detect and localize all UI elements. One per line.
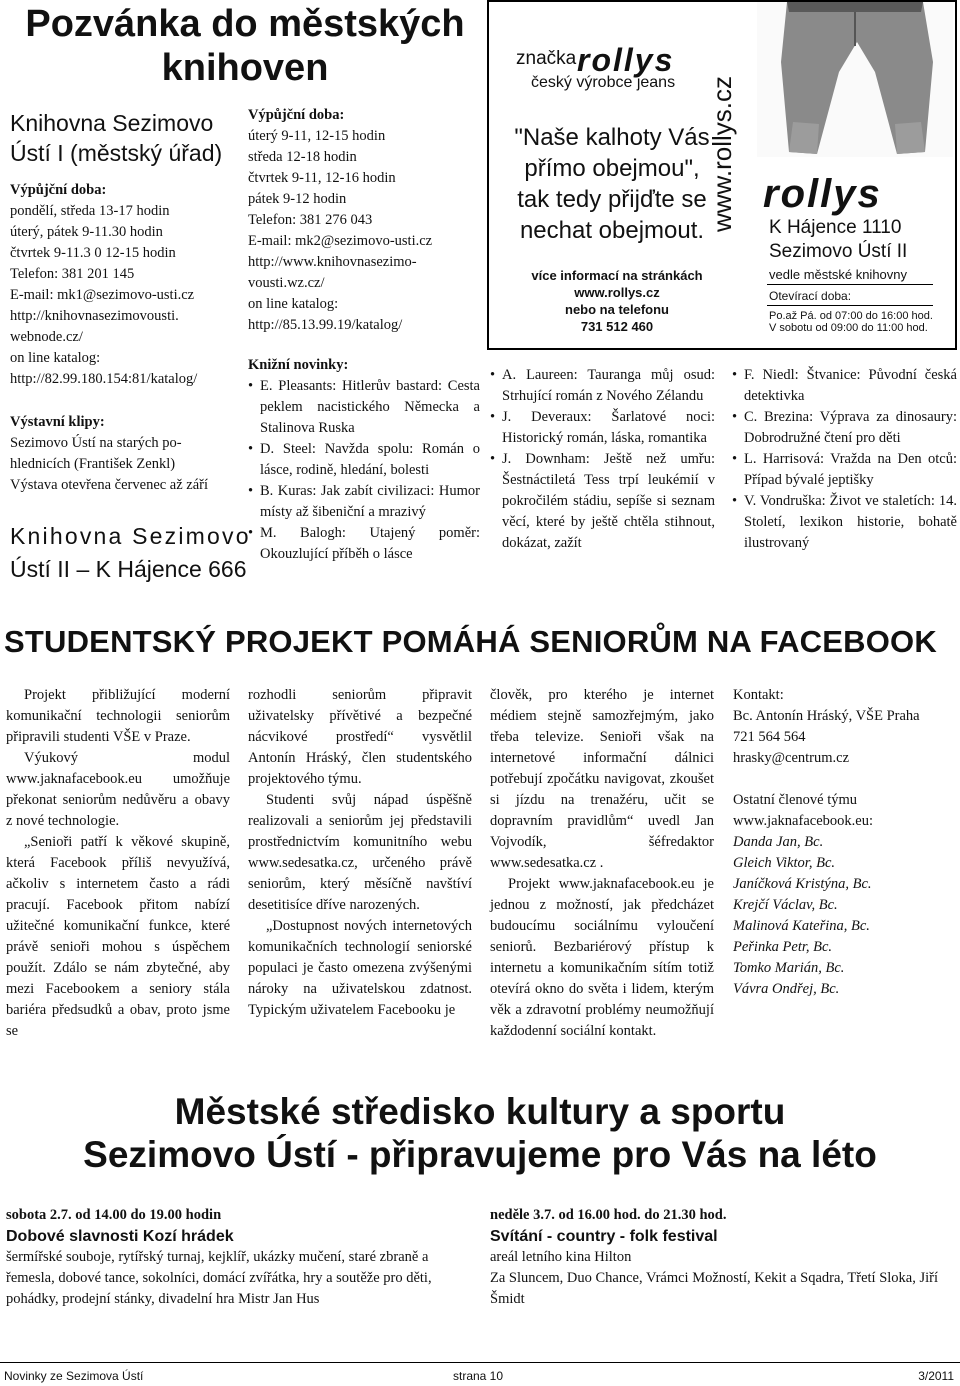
rollys-logo: rollys xyxy=(763,172,882,216)
library2-web-link[interactable]: vousti.wz.cz/ xyxy=(248,275,325,291)
article-contact xyxy=(733,685,957,1000)
book-item: • A. Laureen: Tauranga můj osud: Strhující román z Nového Zélandu xyxy=(490,365,715,407)
book-item: • J. Downham: Ještě než umřu: Šestnáctiletá Tess trpí leukémií v pokročilém stádiu, sepíše si seznam věcí, které by ještě chtěla stihnout, dokázat, zažít xyxy=(490,449,715,554)
advertisement xyxy=(487,0,957,350)
member-name: Danda Jan, Bc. xyxy=(733,834,824,850)
exhibit-label: Výstavní klipy: xyxy=(10,414,105,430)
event-description: šermířské souboje, rytířský turnaj, kejklíř, ukázky mučení, staré zbraně a řemesla, dobové tance, sokolníci, domácí zvířátka, hry a soutěže pro děti, pohádky, prodejní stánky, divadelní hra Mistr Jan Hus xyxy=(6,1249,432,1307)
section3-title-line2: Sezimovo Ústí - připravujeme pro Vás na léto xyxy=(83,1134,877,1175)
event-date: sobota 2.7. od 14.00 do 19.00 hodin xyxy=(6,1207,222,1223)
library1-name-line2: Ústí I (městský úřad) xyxy=(10,140,223,166)
member-name: Vávra Ondřej, Bc. xyxy=(733,981,840,997)
section2-title: STUDENTSKÝ PROJEKT POMÁHÁ SENIORŮM NA FACEBOOK xyxy=(4,624,937,659)
library2-name xyxy=(10,520,251,586)
ad-slogan-line: přímo obejmou", xyxy=(524,155,700,182)
section3-title-line1: Městské středisko kultury a sportu xyxy=(174,1091,786,1132)
book-item: • C. Brezina: Výprava za dinosaury: Dobrodružné čtení pro děti xyxy=(732,407,957,449)
article-paragraph: Výukový modul www.jaknafacebook.eu umožňuje překonat seniorům nedůvěru a obavy z nové technologie. xyxy=(6,750,230,829)
book-item: • E. Pleasants: Hitlerův bastard: Cesta peklem nacistického Německa a Stalinova Ruska xyxy=(248,376,480,439)
library2-email[interactable]: E-mail: mk2@sezimovo-usti.cz xyxy=(248,233,433,249)
footer-issue: 3/2011 xyxy=(918,1369,954,1383)
footer-page-number: strana 10 xyxy=(453,1369,504,1383)
ad-brand-desc: český výrobce jeans xyxy=(531,74,676,91)
exhibit-text: Výstava otevřena červenec až září xyxy=(10,477,209,493)
event-summer-2 xyxy=(490,1205,958,1310)
footer-publication: Novinky ze Sezimova Ústí xyxy=(4,1369,144,1383)
member-name: Peřinka Petr, Bc. xyxy=(733,939,833,955)
event-date: neděle 3.7. od 16.00 hod. do 21.30 hod. xyxy=(490,1207,727,1223)
exhibit-text: Sezimovo Ústí na starých po- xyxy=(10,435,182,451)
page-title-line2: knihoven xyxy=(161,47,329,89)
event-title: Dobové slavnosti Kozí hrádek xyxy=(6,1228,234,1245)
library1-name-line1: Knihovna Sezimovo xyxy=(10,110,214,136)
library1-email[interactable]: E-mail: mk1@sezimovo-usti.cz xyxy=(10,287,195,303)
book-item: • V. Vondruška: Život ve staletích: 14. Století, lexikon historie, bohatě ilustrovaný xyxy=(732,491,957,554)
member-name: Gleich Viktor, Bc. xyxy=(733,855,836,871)
ad-slogan-line: tak tedy přijďte se xyxy=(517,186,707,213)
article-paragraph: „Senioři patří k věkové skupině, která Facebook příliš nevyužívá, ačkoliv s internetem často a rádi pracují. Facebook přitom nabízí užitečné komunikační funkce, které právě senioři mohou s úspěchem použít. Zdálo se nám zbytečné, aby mezi Facebookem a seniory stála bariéra předsudků a obav, proto jsme se xyxy=(6,834,230,1039)
exhibit-text: hlednicích (František Zenkl) xyxy=(10,456,176,472)
library1-line: čtvrtek 9-11.3 0 12-15 hodin xyxy=(10,245,176,261)
event-title: Svítání - country - folk festival xyxy=(490,1228,718,1245)
event-summer-1 xyxy=(6,1205,476,1310)
exhibit-block xyxy=(10,412,232,496)
book-item: • B. Kuras: Jak zabít civilizaci: Humor místy až šibeniční a mrazivý xyxy=(248,481,480,523)
new-books-col1 xyxy=(248,355,480,565)
members-label: Ostatní členové týmu xyxy=(733,792,858,808)
library2-line: on line katalog: xyxy=(248,296,339,312)
ad-web-link[interactable]: www.rollys.cz xyxy=(574,285,660,300)
ad-address-line: Sezimovo Ústí II xyxy=(769,241,908,262)
library1-hours xyxy=(10,180,232,390)
page-footer xyxy=(0,1362,960,1386)
library1-phone: Telefon: 381 201 145 xyxy=(10,266,135,282)
article-paragraph: rozhodli seniorům připravit uživatelsky přívětivé a bezpečné nácvikové prostředí“ vysvětlil Antonín Hráský, člen studentského projektového týmu. xyxy=(248,687,472,787)
divider xyxy=(767,305,933,306)
contact-label: Kontakt: xyxy=(733,687,784,703)
library2-name-line1: Knihovna Sezimovo xyxy=(10,523,251,549)
book-item: • D. Steel: Navžda spolu: Román o lásce, rodině, hledání, bolesti xyxy=(248,439,480,481)
ad-slogan-line: "Naše kalhoty Vás xyxy=(514,124,710,151)
member-name: Krejčí Václav, Bc. xyxy=(733,897,838,913)
ad-address-line: K Hájence 1110 xyxy=(769,217,902,238)
ad-hours-line: V sobotu od 09:00 do 11:00 hod. xyxy=(769,322,928,334)
new-books-col3 xyxy=(732,365,957,554)
page-title xyxy=(10,2,480,90)
event-description: Za Sluncem, Duo Chance, Vrámci Možností, Kekit a Sqadra, Třetí Sloka, Jiří Šmidt xyxy=(490,1270,938,1307)
divider xyxy=(767,284,933,285)
library2-catalog-link[interactable]: http://85.13.99.19/katalog/ xyxy=(248,317,403,333)
article-paragraph: „Dostupnost nových internetových komunikačních technologií seniorské populaci je často omezena zvýšenými nároky na uživatelskou zdatnost. Typickým uživatelem Facebooku je xyxy=(248,918,472,1018)
library1-catalog-link[interactable]: http://82.99.180.154:81/katalog/ xyxy=(10,371,198,387)
article-paragraph: Projekt přibližující moderní komunikační technologii seniorům připravili studenti VŠE v Praze. xyxy=(6,687,230,745)
library2-hours xyxy=(248,105,480,336)
jeans-photo xyxy=(757,2,953,157)
library1-name xyxy=(10,108,222,168)
section3-title xyxy=(0,1090,960,1176)
ad-contact-info xyxy=(507,267,727,335)
article-col1 xyxy=(6,685,230,1042)
new-books-col2 xyxy=(490,365,715,554)
ad-location-note: vedle městské knihovny xyxy=(769,267,908,282)
book-item: • L. Harrisová: Vražda na Den otců: Případ bývalé jeptišky xyxy=(732,449,957,491)
book-item: • F. Niedl: Štvanice: Původní česká detektivka xyxy=(732,365,957,407)
ad-brand-prefix: značka xyxy=(516,48,577,69)
library2-phone: Telefon: 381 276 043 xyxy=(248,212,373,228)
member-name: Malinová Kateřina, Bc. xyxy=(733,918,870,934)
ad-hours xyxy=(769,310,933,334)
contact-name: Bc. Antonín Hráský, VŠE Praha xyxy=(733,708,920,724)
library1-line: úterý, pátek 9-11.30 hodin xyxy=(10,224,163,240)
library2-line: úterý 9-11, 12-15 hodin xyxy=(248,128,386,144)
event-place: areál letního kina Hilton xyxy=(490,1249,632,1265)
article-col2 xyxy=(248,685,472,1021)
ad-info-line: nebo na telefonu xyxy=(565,302,669,317)
ad-vertical-url[interactable]: www.rollys.cz xyxy=(707,75,737,232)
spacer xyxy=(733,769,957,790)
new-books-label: Knižní novinky: xyxy=(248,357,349,373)
member-name: Tomko Marián, Bc. xyxy=(733,960,845,976)
library1-line: on line katalog: xyxy=(10,350,101,366)
contact-phone: 721 564 564 xyxy=(733,729,806,745)
ad-slogan-line: nechat obejmout. xyxy=(519,217,705,244)
article-col3 xyxy=(490,685,714,1042)
rollys-logo: rollys xyxy=(577,42,675,78)
article-paragraph: člověk, pro kterého je internet médiem stejně samozřejmým, jako třeba televize. Senioři však na internetové informační dálnici potřebují zpočátku navigovat, zkoušet si jízdu na trenažéru, učit se dopravním pravidlům“ uvedl Jan Vojvodík, šéfredaktor www.sedesatka.cz . xyxy=(490,687,714,871)
library1-web-link[interactable]: http://knihovnasezimovousti. xyxy=(10,308,179,324)
ad-address xyxy=(769,216,907,264)
ad-hours-line: Po.až Pá. od 07:00 do 16:00 hod. xyxy=(769,310,933,322)
library2-web-link[interactable]: http://www.knihovnasezimo- xyxy=(248,254,417,270)
article-paragraph: Studenti svůj nápad úspěšně realizovali a seniorům jej představili prostřednictvím komunitního webu www.sedesatka.cz, určeného právě seniorům, který měsíčně navštíví desetitisíce dříve narozených. xyxy=(248,792,472,913)
ad-phone: 731 512 460 xyxy=(580,319,654,334)
ad-slogan xyxy=(507,122,717,246)
book-item: • J. Deveraux: Šarlatové noci: Historický román, láska, romantika xyxy=(490,407,715,449)
library1-hours-label: Výpůjční doba: xyxy=(10,182,107,198)
library2-line: středa 12-18 hodin xyxy=(248,149,357,165)
ad-open-label: Otevírací doba: xyxy=(769,289,852,303)
article-paragraph: Projekt www.jaknafacebook.eu je jednou z možností, jak předcházet budoucímu sociálnímu vyloučení seniorů. Bezbariérový přístup k internetu a komunikačním sítím totiž otevírá okno do světa i lidem, kterým věk a zdravotní problémy neumožňují každodenní sociální kontakt. xyxy=(490,876,714,1039)
member-name: Janíčková Kristýna, Bc. xyxy=(733,876,872,892)
library2-line: pátek 9-12 hodin xyxy=(248,191,347,207)
library2-hours-label: Výpůjční doba: xyxy=(248,107,345,123)
library1-web-link[interactable]: webnode.cz/ xyxy=(10,329,83,345)
library1-line: pondělí, středa 13-17 hodin xyxy=(10,203,170,219)
library2-name-line2: Ústí II – K Hájence 666 xyxy=(10,556,247,582)
library2-line: čtvrtek 9-11, 12-16 hodin xyxy=(248,170,396,186)
page-title-line1: Pozvánka do městských xyxy=(25,3,465,45)
contact-email[interactable]: hrasky@centrum.cz xyxy=(733,750,850,766)
book-item: • M. Balogh: Utajený poměr: Okouzlující příběh o lásce xyxy=(248,523,480,565)
members-label: www.jaknafacebook.eu: xyxy=(733,813,873,829)
ad-info-line: více informací na stránkách xyxy=(531,268,703,283)
